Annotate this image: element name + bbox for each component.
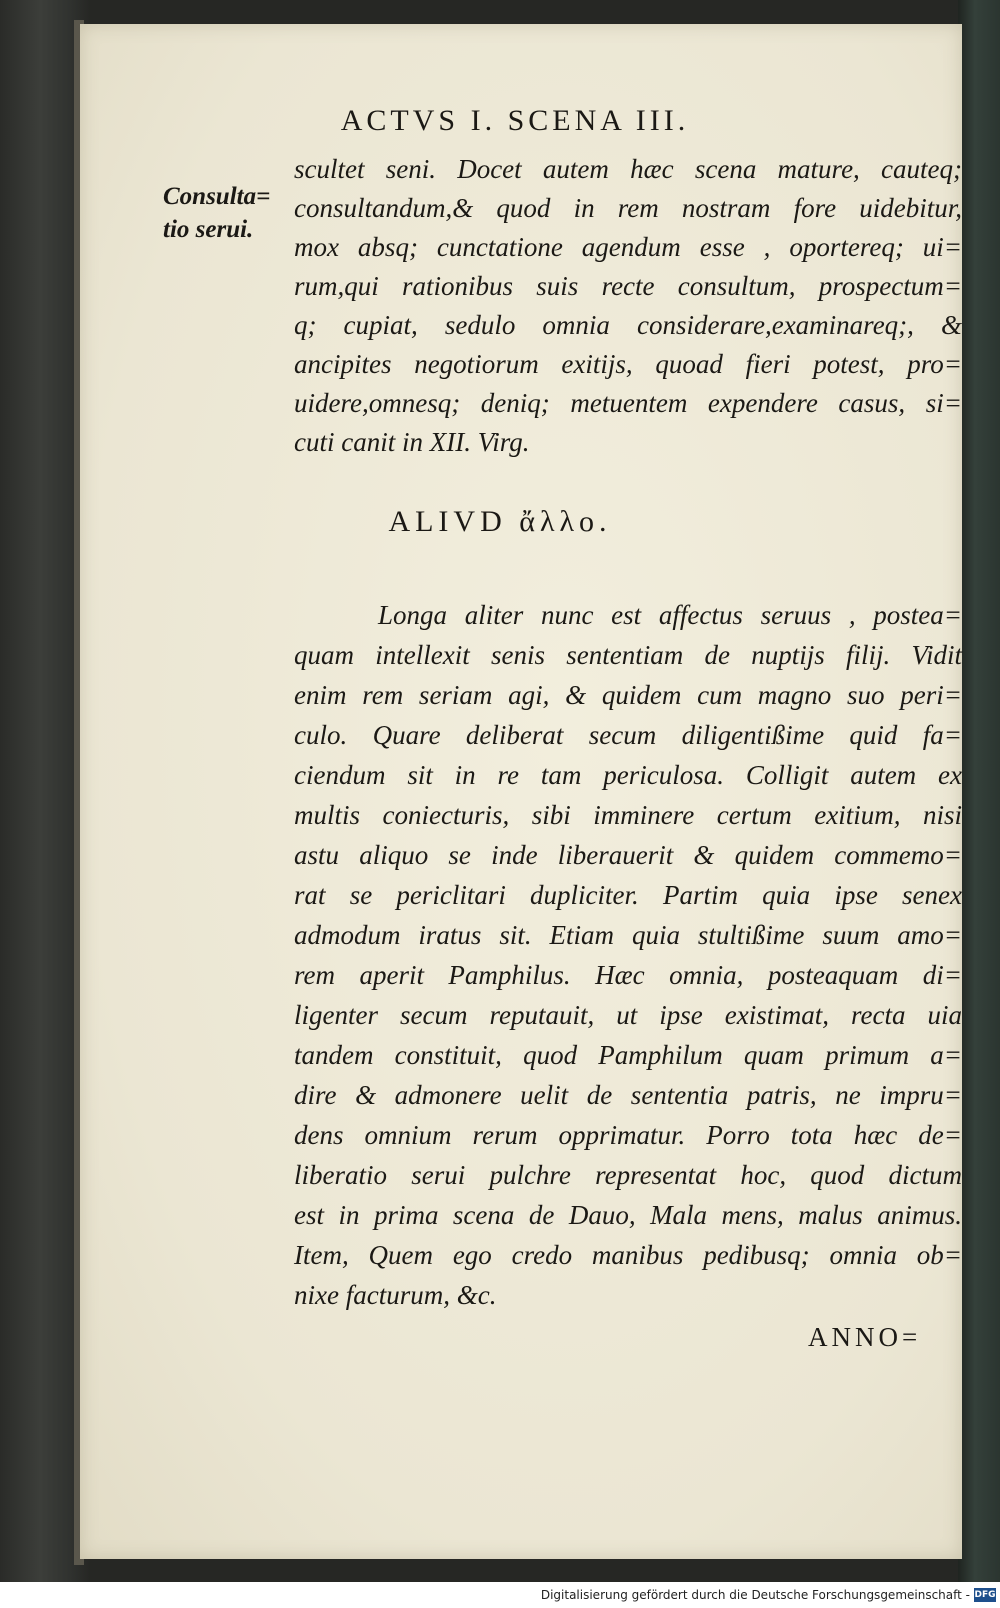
- text-line: liberatio serui pulchre representat hoc, quod dictum: [294, 1160, 962, 1190]
- footer-credit: Digitalisierung gefördert durch die Deutsche Forschungsgemeinschaft -: [540, 1588, 970, 1602]
- running-head: ACTVS I. SCENA III.: [340, 104, 690, 137]
- marginal-note-line: Consulta=: [163, 183, 271, 210]
- text-line: tandem constituit, quod Pamphilum quam primum a=: [294, 1040, 962, 1070]
- text-line: dire & admonere uelit de sententia patris, ne impru=: [294, 1080, 962, 1110]
- text-line: est in prima scena de Dauo, Mala mens, malus animus.: [294, 1200, 962, 1230]
- text-line: astu aliquo se inde liberauerit & quidem commemo=: [294, 840, 962, 870]
- text-line: quam intellexit senis sententiam de nuptijs filij. Vidit: [294, 640, 962, 670]
- text-line: rem aperit Pamphilus. Hæc omnia, posteaquam di=: [294, 960, 962, 990]
- dfg-logo-icon: DFG: [974, 1590, 996, 1600]
- text-line: q; cupiat, sedulo omnia considerare,examinareq;, &: [294, 310, 962, 340]
- text-line: multis coniecturis, sibi imminere certum exitium, nisi: [294, 800, 962, 830]
- text-line: consultandum,& quod in rem nostram fore uidebitur,: [294, 193, 962, 223]
- text-line: enim rem seriam agi, & quidem cum magno suo peri=: [294, 680, 962, 710]
- text-line: scultet seni. Docet autem hæc scena mature, cauteq;: [294, 154, 962, 184]
- text-line: ciendum sit in re tam periculosa. Colligit autem ex: [294, 760, 962, 790]
- scan-right-edge: [958, 0, 1000, 1582]
- section-heading: ALIVD ἄλλο.: [388, 505, 612, 538]
- marginal-note: [163, 180, 283, 246]
- text-line: nixe facturum, &c.: [294, 1280, 497, 1310]
- text-line: ligenter secum reputauit, ut ipse existimat, recta uia: [294, 1000, 962, 1030]
- marginal-note-line: tio serui.: [163, 216, 254, 243]
- text-line: cuti canit in XII. Virg.: [294, 427, 530, 457]
- text-line: admodum iratus sit. Etiam quia stultißime suum amo=: [294, 920, 962, 950]
- text-line: uidere,omnesq; deniq; metuentem expendere casus, si=: [294, 388, 962, 418]
- footer-bar: [0, 1584, 1000, 1608]
- text-line: dens omnium rerum opprimatur. Porro tota hæc de=: [294, 1120, 962, 1150]
- text-line: rum,qui rationibus suis recte consultum, prospectum=: [294, 271, 962, 301]
- text-line: rat se periclitari dupliciter. Partim quia ipse senex: [294, 880, 962, 910]
- catchword: ANNO=: [808, 1322, 922, 1352]
- text-line: ancipites negotiorum exitijs, quoad fieri potest, pro=: [294, 349, 962, 379]
- text-line: Longa aliter nunc est affectus seruus , postea=: [378, 600, 962, 630]
- text-line: culo. Quare deliberat secum diligentißime quid fa=: [294, 720, 962, 750]
- text-line: mox absq; cunctatione agendum esse , oportereq; ui=: [294, 232, 962, 262]
- text-line: Item, Quem ego credo manibus pedibusq; omnia ob=: [294, 1240, 962, 1270]
